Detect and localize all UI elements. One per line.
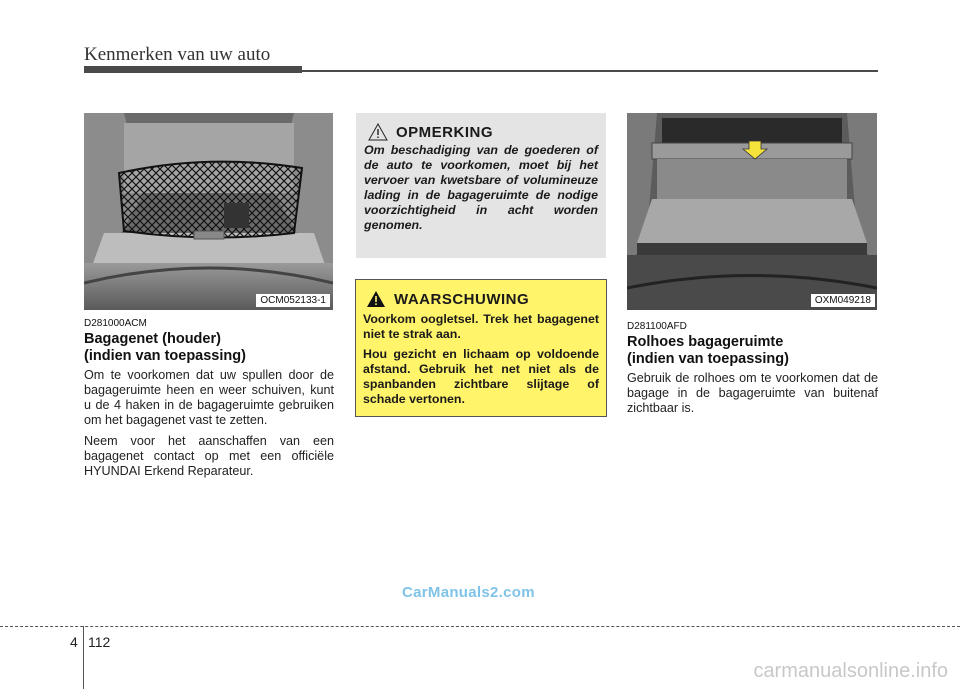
warning-outline-icon bbox=[368, 123, 388, 141]
cargo-net-photo bbox=[84, 113, 333, 310]
section-title-line2: (indien van toepassing) bbox=[627, 351, 789, 367]
page-section-number: 4 bbox=[70, 634, 78, 650]
section-code-left: D281000ACM bbox=[84, 318, 147, 329]
section-title-line1: Bagagenet (houder) bbox=[84, 331, 221, 347]
header-bar bbox=[84, 66, 302, 73]
section-title-left bbox=[84, 331, 334, 365]
warning-paragraph: Voorkom oogletsel. Trek het bagagenet niet te strak aan. bbox=[363, 312, 599, 341]
note-text: Om beschadiging van de goederen of de auto te voorkomen, moet bij het vervoer van kwetsbare of volumineuze lading in de bagageruimte de nodige voorzichtigheid in acht worden genomen. bbox=[364, 143, 598, 232]
page-header-title: Kenmerken van uw auto bbox=[84, 44, 271, 65]
header-rule bbox=[302, 70, 878, 72]
section-title-line1: Rolhoes bagageruimte bbox=[627, 334, 784, 350]
carmanuals-watermark[interactable]: CarManuals2.com bbox=[402, 584, 535, 601]
page-number: 112 bbox=[88, 634, 111, 650]
warning-header bbox=[366, 290, 529, 308]
footer-rule bbox=[0, 626, 960, 627]
warning-text bbox=[363, 312, 599, 412]
footer-divider bbox=[83, 626, 84, 689]
cargo-net-illustration bbox=[84, 113, 333, 310]
cargo-cover-photo bbox=[627, 113, 877, 310]
cargo-cover-illustration bbox=[627, 113, 877, 310]
photo-caption-left: OCM052133-1 bbox=[256, 294, 330, 307]
note-title: OPMERKING bbox=[396, 123, 494, 141]
warning-filled-icon bbox=[366, 290, 386, 308]
note-box bbox=[356, 113, 606, 258]
warning-paragraph: Hou gezicht en lichaam op voldoende afstand. Gebruik het net niet als de spanbanden zichtbare slijtage of schade vertonen. bbox=[363, 347, 599, 406]
paragraph: Om te voorkomen dat uw spullen door de bagageruimte heen en weer schuiven, kunt u de 4 haken in de bagageruimte gebruiken om het bagagenet vast te zetten. bbox=[84, 368, 334, 427]
paragraph: Neem voor het aanschaffen van een bagagenet contact op met een officiële HYUNDAI Erkend Reparateur. bbox=[84, 434, 334, 478]
section-title-right bbox=[627, 334, 877, 368]
section-title-line2: (indien van toepassing) bbox=[84, 348, 246, 364]
body-text-left bbox=[84, 368, 334, 485]
warning-title: WAARSCHUWING bbox=[394, 290, 530, 308]
paragraph: Gebruik de rolhoes om te voorkomen dat de bagage in de bagageruimte van buitenaf zichtbaar is. bbox=[627, 371, 878, 415]
body-text-right bbox=[627, 371, 878, 422]
footer-watermark[interactable]: carmanualsonline.info bbox=[753, 660, 948, 682]
photo-caption-right: OXM049218 bbox=[811, 294, 875, 307]
section-code-right: D281100AFD bbox=[627, 321, 687, 332]
note-header bbox=[368, 123, 493, 141]
warning-box bbox=[355, 279, 607, 417]
